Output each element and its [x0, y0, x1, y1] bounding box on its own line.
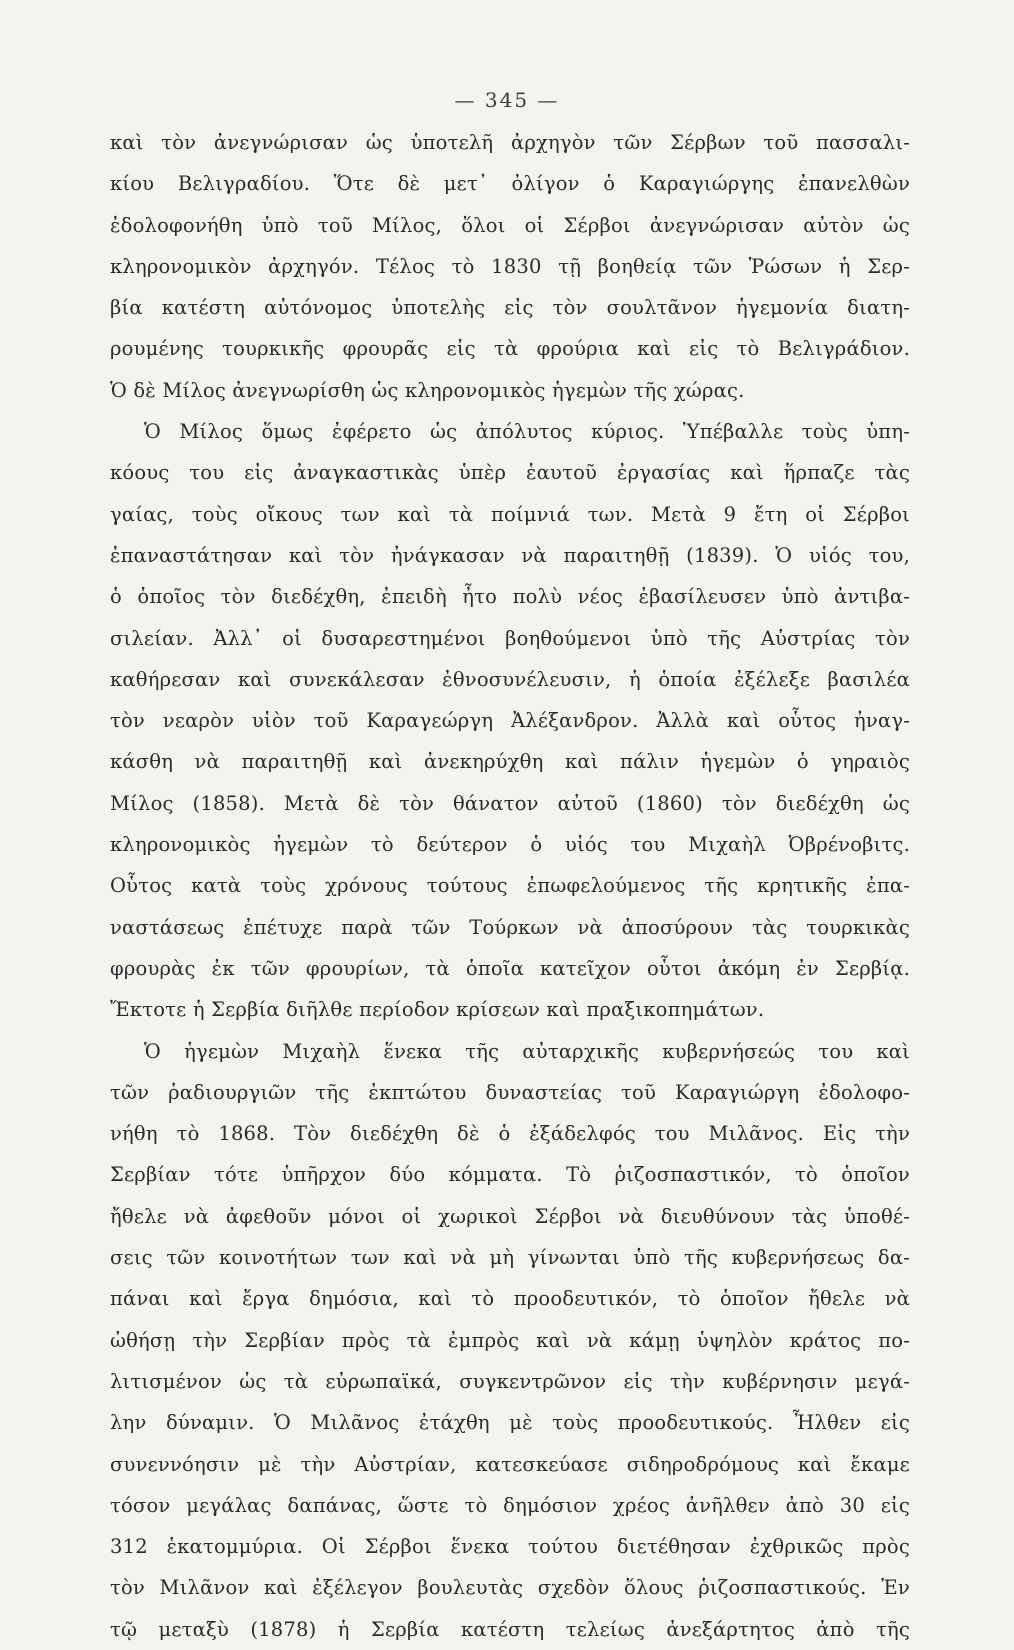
text-line: πάναι καὶ ἔργα δημόσια, καὶ τὸ προοδευτικόν, τὸ ὁποῖον ἤθελε νὰ — [110, 1287, 910, 1311]
body-text — [110, 122, 910, 1650]
text-line: τὸν νεαρὸν υἱὸν τοῦ Καραγεώργη Ἀλέξανδρον. Ἀλλὰ καὶ οὗτος ἠναγ- — [110, 709, 910, 733]
text-line: καὶ τὸν ἀνεγνώρισαν ὡς ὑποτελῆ ἀρχηγὸν τῶν Σέρβων τοῦ πασσαλι- — [110, 131, 910, 154]
text-line: κίου Βελιγραδίου. Ὅτε δὲ μετ᾽ ὀλίγον ὁ Καραγιώργης ἐπανελθὼν — [110, 172, 910, 196]
text-line: σιλείαν. Ἀλλ᾽ οἱ δυσαρεστημένοι βοηθούμενοι ὑπὸ τῆς Αὐστρίας τὸν — [110, 626, 910, 650]
text-line: Μίλος (1858). Μετὰ δὲ τὸν θάνατον αὐτοῦ (1860) τὸν διεδέχθη ὡς — [110, 791, 910, 815]
text-line: 312 ἑκατομμύρια. Οἱ Σέρβοι ἕνεκα τούτου διετέθησαν ἐχθρικῶς πρὸς — [110, 1535, 910, 1559]
text-line: νήθη τὸ 1868. Τὸν διεδέχθη δὲ ὁ ἐξάδελφός του Μιλᾶνος. Εἰς τὴν — [110, 1122, 910, 1146]
text-line: λην δύναμιν. Ὁ Μιλᾶνος ἐτάχθη μὲ τοὺς προοδευτικούς. Ἦλθεν εἰς — [110, 1411, 910, 1435]
text-line: τῷ μεταξὺ (1878) ἡ Σερβία κατέστη τελείως ἀνεξάρτητος ἀπὸ τῆς — [110, 1617, 910, 1641]
text-line: Ὁ Μίλος ὅμως ἐφέρετο ὡς ἀπόλυτος κύριος. Ὑπέβαλλε τοὺς ὑπη- — [144, 420, 910, 444]
text-line: ναστάσεως ἐπέτυχε παρὰ τῶν Τούρκων νὰ ἀποσύρουν τὰς τουρκικὰς — [110, 915, 910, 939]
text-line: τὸν Μιλᾶνον καὶ ἐξέλεγον βουλευτὰς σχεδὸν ὅλους ῥιζοσπαστικούς. Ἐν — [110, 1576, 910, 1600]
text-line: ἐπαναστάτησαν καὶ τὸν ἠνάγκασαν νὰ παραιτηθῇ (1839). Ὁ υἱός του, — [110, 543, 910, 567]
text-line: ἤθελε νὰ ἀφεθοῦν μόνοι οἱ χωρικοὶ Σέρβοι νὰ διευθύνουν τὰς ὑποθέ- — [110, 1204, 910, 1228]
text-line: καθήρεσαν καὶ συνεκάλεσαν ἐθνοσυνέλευσιν, ἡ ὁποία ἐξέλεξε βασιλέα — [110, 667, 910, 691]
text-line: γαίας, τοὺς οἴκους των καὶ τὰ ποίμνιά των. Μετὰ 9 ἔτη οἱ Σέρβοι — [110, 502, 910, 526]
text-line: Σερβίαν τότε ὑπῆρχον δύο κόμματα. Τὸ ῥιζοσπαστικόν, τὸ ὁποῖον — [110, 1163, 910, 1187]
text-line: ὠθήσῃ τὴν Σερβίαν πρὸς τὰ ἐμπρὸς καὶ νὰ κάμῃ ὑψηλὸν κράτος πο- — [110, 1328, 910, 1352]
text-line: λιτισμένον ὡς τὰ εὐρωπαϊκά, συγκεντρῶνον εἰς τὴν κυβέρνησιν μεγά- — [110, 1369, 910, 1393]
text-line: τόσον μεγάλας δαπάνας, ὥστε τὸ δημόσιον χρέος ἀνῆλθεν ἀπὸ 30 εἰς — [110, 1493, 910, 1517]
text-line: Ἔκτοτε ἡ Σερβία διῆλθε περίοδον κρίσεων καὶ πραξικοπημάτων. — [110, 998, 765, 1022]
text-line: κληρονομικὸν ἀρχηγόν. Τέλος τὸ 1830 τῇ βοηθείᾳ τῶν Ῥώσων ἡ Σερ- — [110, 254, 910, 278]
text-line: φρουρὰς ἐκ τῶν φρουρίων, τὰ ὁποῖα κατεῖχον οὗτοι ἀκόμη ἐν Σερβίᾳ. — [110, 956, 910, 980]
text-line: Ὁ δὲ Μίλος ἀνεγνωρίσθη ὡς κληρονομικὸς ἡγεμὼν τῆς χώρας. — [110, 378, 745, 402]
text-line: Οὗτος κατὰ τοὺς χρόνους τούτους ἐπωφελούμενος τῆς κρητικῆς ἐπα- — [110, 874, 910, 898]
text-line: ὁ ὁποῖος τὸν διεδέχθη, ἐπειδὴ ἦτο πολὺ νέος ἐβασίλευσεν ὑπὸ ἀντιβα- — [110, 585, 910, 609]
text-line: σεις τῶν κοινοτήτων των καὶ νὰ μὴ γίνωνται ὑπὸ τῆς κυβερνήσεως δα- — [110, 1246, 910, 1270]
text-line: τῶν ῥαδιουργιῶν τῆς ἐκπτώτου δυναστείας τοῦ Καραγιώργη ἐδολοφο- — [110, 1080, 910, 1104]
text-line: Ὁ ἡγεμὼν Μιχαὴλ ἕνεκα τῆς αὐταρχικῆς κυβερνήσεώς του καὶ — [144, 1039, 910, 1063]
text-line: κόους του εἰς ἀναγκαστικὰς ὑπὲρ ἑαυτοῦ ἐργασίας καὶ ἥρπαζε τὰς — [110, 461, 910, 485]
text-line: ἐδολοφονήθη ὑπὸ τοῦ Μίλος, ὅλοι οἱ Σέρβοι ἀνεγνώρισαν αὐτὸν ὡς — [110, 213, 910, 237]
page-number: — 345 — — [454, 88, 560, 112]
text-line: ρουμένης τουρκικῆς φρουρᾶς εἰς τὰ φρούρια καὶ εἰς τὸ Βελιγράδιον. — [110, 337, 910, 361]
text-line: συνεννόησιν μὲ τὴν Αὐστρίαν, κατεσκεύασε σιδηροδρόμους καὶ ἔκαμε — [110, 1452, 910, 1476]
text-line: βία κατέστη αὐτόνομος ὑποτελὴς εἰς τὸν σουλτᾶνον ἡγεμονία διατη- — [110, 296, 910, 320]
text-line: κληρονομικὸς ἡγεμὼν τὸ δεύτερον ὁ υἱός του Μιχαὴλ Ὀβρένοβιτς. — [110, 833, 910, 857]
text-line: κάσθη νὰ παραιτηθῇ καὶ ἀνεκηρύχθη καὶ πάλιν ἡγεμὼν ὁ γηραιὸς — [110, 750, 910, 774]
